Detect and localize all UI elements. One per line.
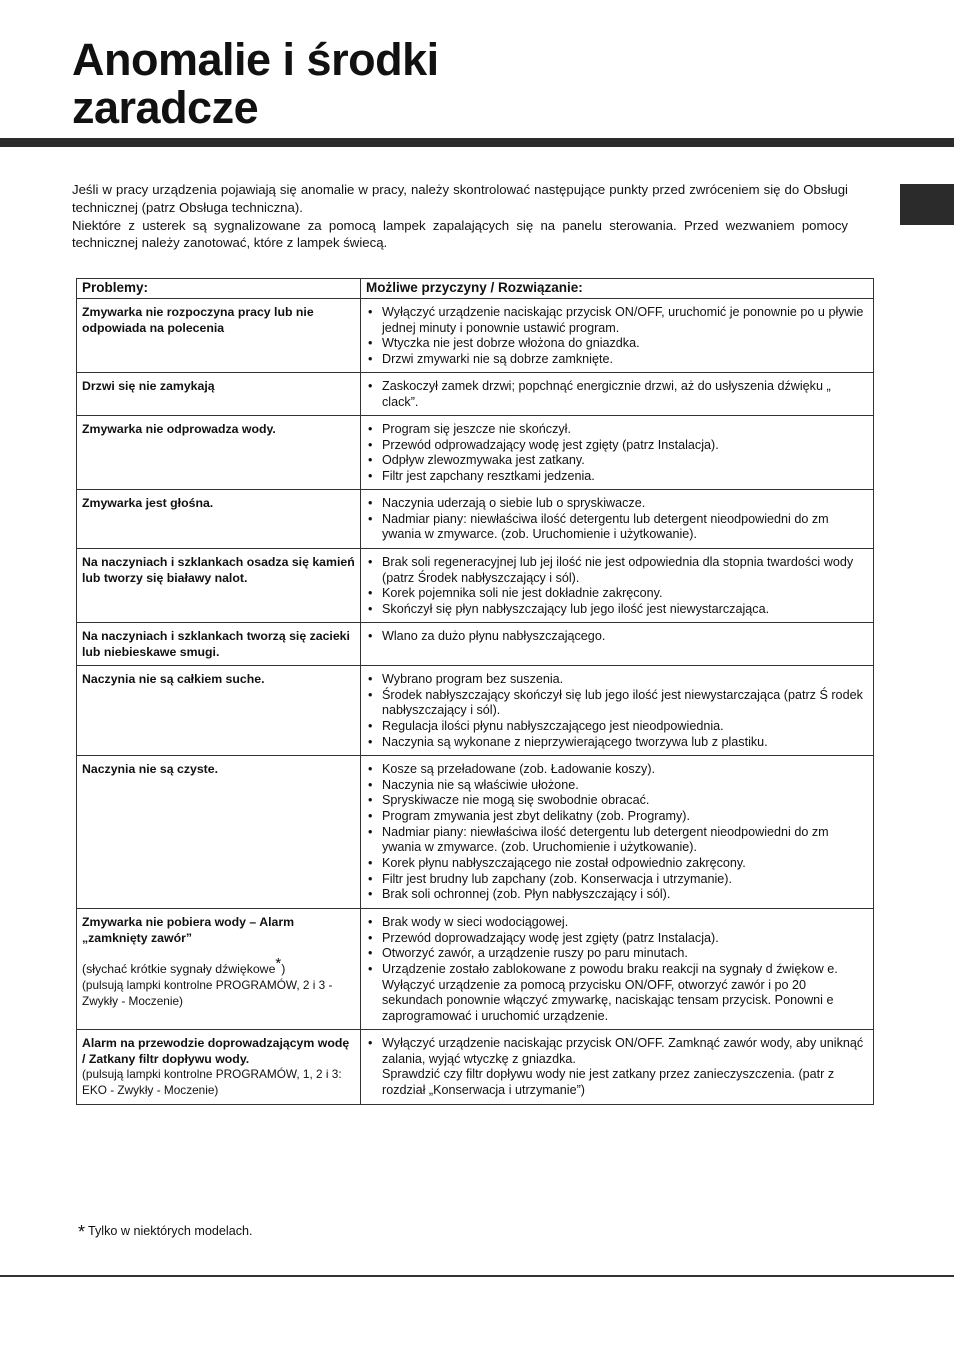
solution-continuation: Sprawdzić czy filtr dopływu wody nie jest zatkany przez zanieczyszczenia. (patr z rozdział „Konserwacja i utrzymanie”) xyxy=(382,1067,835,1097)
solution-item: • Korek pojemnika soli nie jest dokładnie zakręcony. xyxy=(366,586,868,602)
solution-list xyxy=(366,379,868,410)
solution-item: • Spryskiwacze nie mogą się swobodnie obracać. xyxy=(366,793,868,809)
solution-item: • Drzwi zmywarki nie są dobrze zamknięte. xyxy=(366,352,868,368)
problem-cell: Naczynia nie są czyste. xyxy=(77,755,361,908)
solution-item: • Wyłączyć urządzenie naciskając przycisk ON/OFF. Zamknąć zawór wody, aby uniknąć zalania, wyjąć wtyczkę z gniazdka. xyxy=(366,1036,868,1067)
solution-cell xyxy=(361,665,874,755)
solution-item: • Urządzenie zostało zablokowane z powodu braku reakcji na sygnały d źwiękow e. Wyłączyć urządzenie za pomocą przycisku ON/OFF, otworzyć zawór i po 20 sekundach ponownie włączyć zmywarkę, naciskając tensam przycisk. Ponowni e zaprogramować i uruchomić urządzenie. xyxy=(366,962,868,1025)
solution-cell xyxy=(361,1029,874,1104)
solution-list xyxy=(366,555,868,618)
problem-cell: Zmywarka nie odprowadza wody. xyxy=(77,415,361,489)
intro-paragraph-2: Niektóre z usterek są sygnalizowane za pomocą lampek zapalających się na panelu sterowania. Przed wezwaniem pomocy technicznej należy zanotować, które z lampek świecą. xyxy=(72,217,848,251)
solution-item: • Wtyczka nie jest dobrze włożona do gniazdka. xyxy=(366,336,868,352)
footnote-text: Tylko w niektórych modelach. xyxy=(88,1224,253,1238)
solution-cell xyxy=(361,372,874,415)
solution-item: • Naczynia uderzają o siebie lub o spryskiwacze. xyxy=(366,496,868,512)
problem-cell: Drzwi się nie zamykają xyxy=(77,372,361,415)
solution-item: • Odpływ zlewozmywaka jest zatkany. xyxy=(366,453,868,469)
solution-item: • Otworzyć zawór, a urządzenie ruszy po paru minutach. xyxy=(366,946,868,962)
solution-item: • Skończył się płyn nabłyszczający lub jego ilość jest niewystarczająca. xyxy=(366,602,868,618)
solution-cell xyxy=(361,755,874,908)
solution-cell xyxy=(361,299,874,373)
solution-item: • Brak wody w sieci wodociągowej. xyxy=(366,915,868,931)
header-solutions: Możliwe przyczyny / Rozwiązanie: xyxy=(361,279,874,299)
footnote-star: * xyxy=(78,1222,86,1242)
table-header-row xyxy=(77,279,874,299)
table-row xyxy=(77,908,874,1029)
table-row xyxy=(77,299,874,373)
footnote xyxy=(78,1222,253,1243)
bottom-rule xyxy=(0,1275,954,1277)
intro-paragraph-1: Jeśli w pracy urządzenia pojawiają się anomalie w pracy, należy skontrolować następujące punkty przed zwróceniem się do Obsługi technicznej (patrz Obsługa techniczna). xyxy=(72,182,848,215)
solution-item: • Filtr jest brudny lub zapchany (zob. Konserwacja i utrzymanie). xyxy=(366,872,868,888)
problem-cell: Zmywarka nie rozpoczyna pracy lub nie odpowiada na polecenia xyxy=(77,299,361,373)
solution-list xyxy=(366,1036,868,1067)
solution-list xyxy=(366,672,868,751)
side-tab-marker xyxy=(900,184,954,225)
problem-detail: (pulsują lampki kontrolne PROGRAMÓW, 1, 2 i 3: EKO - Zwykły - Moczenie) xyxy=(82,1067,342,1097)
problem-note-text: (słychać krótkie sygnały dźwiękowe xyxy=(82,962,276,977)
solution-cell xyxy=(361,548,874,622)
table-row xyxy=(77,548,874,622)
solution-item: • Środek nabłyszczający skończył się lub jego ilość jest niewystarczająca (patrz Ś rodek nabłyszczający i sól). xyxy=(366,688,868,719)
solution-cell xyxy=(361,489,874,548)
problem-cell xyxy=(77,1029,361,1104)
problem-cell: Na naczyniach i szklankach tworzą się zacieki lub niebieskawe smugi. xyxy=(77,622,361,665)
table-row xyxy=(77,622,874,665)
problem-cell: Naczynia nie są całkiem suche. xyxy=(77,665,361,755)
solution-list xyxy=(366,422,868,485)
solution-item: • Naczynia nie są właściwie ułożone. xyxy=(366,778,868,794)
solution-cell xyxy=(361,908,874,1029)
table-row xyxy=(77,755,874,908)
problem-detail: (pulsują lampki kontrolne PROGRAMÓW, 2 i 3 - Zwykły - Moczenie) xyxy=(82,978,333,1008)
solution-item: • Wlano za dużo płynu nabłyszczającego. xyxy=(366,629,868,645)
page-title-line-1: Anomalie i środki xyxy=(72,34,439,85)
troubleshooting-table xyxy=(76,278,874,1105)
table-row xyxy=(77,372,874,415)
table-row xyxy=(77,665,874,755)
problem-note-close: ) xyxy=(281,962,286,977)
solution-item: • Przewód doprowadzający wodę jest zgięty (patrz Instalacja). xyxy=(366,931,868,947)
solution-item: • Regulacja ilości płynu nabłyszczającego jest nieodpowiednia. xyxy=(366,719,868,735)
header-problems: Problemy: xyxy=(77,279,361,299)
solution-cell xyxy=(361,415,874,489)
solution-list xyxy=(366,496,868,543)
solution-item: • Program zmywania jest zbyt delikatny (zob. Programy). xyxy=(366,809,868,825)
solution-item: • Wybrano program bez suszenia. xyxy=(366,672,868,688)
solution-item: • Wyłączyć urządzenie naciskając przycisk ON/OFF, uruchomić je ponownie po u pływie jednej minuty i ponownie ustawić program. xyxy=(366,305,868,336)
problem-title: Zmywarka nie pobiera wody – Alarm „zamknięty zawór” xyxy=(82,914,295,945)
solution-item: • Brak soli ochronnej (zob. Płyn nabłyszczający i sól). xyxy=(366,887,868,903)
solution-list xyxy=(366,762,868,903)
solution-item: • Nadmiar piany: niewłaściwa ilość detergentu lub detergent nieodpowiedni do zm ywania w zmywarce. (zob. Uruchomienie i użytkowanie). xyxy=(366,512,868,543)
solution-item: • Brak soli regeneracyjnej lub jej ilość nie jest odpowiednia dla stopnia twardości wody (patrz Środek nabłyszczający i sól). xyxy=(366,555,868,586)
solution-item: • Korek płynu nabłyszczającego nie został odpowiednio zakręcony. xyxy=(366,856,868,872)
table-row xyxy=(77,489,874,548)
solution-item: • Kosze są przeładowane (zob. Ładowanie koszy). xyxy=(366,762,868,778)
problem-cell xyxy=(77,908,361,1029)
solution-item: • Naczynia są wykonane z nieprzywierającego tworzywa lub z plastiku. xyxy=(366,735,868,751)
page-title xyxy=(72,36,439,132)
solution-item: • Zaskoczył zamek drzwi; popchnąć energicznie drzwi, aż do usłyszenia dźwięku „ clack”. xyxy=(366,379,868,410)
page-title-line-2: zaradcze xyxy=(72,82,259,133)
solution-cell xyxy=(361,622,874,665)
table-row xyxy=(77,1029,874,1104)
title-rule xyxy=(0,138,954,147)
problem-cell: Na naczyniach i szklankach osadza się kamień lub tworzy się białawy nalot. xyxy=(77,548,361,622)
solution-list xyxy=(366,915,868,1025)
solution-item: • Nadmiar piany: niewłaściwa ilość detergentu lub detergent nieodpowiedni do zm ywania w zmywarce. (zob. Uruchomienie i użytkowanie). xyxy=(366,825,868,856)
table-row xyxy=(77,415,874,489)
solution-item: • Filtr jest zapchany resztkami jedzenia. xyxy=(366,469,868,485)
solution-list xyxy=(366,305,868,368)
problem-title: Alarm na przewodzie doprowadzającym wodę / Zatkany filtr dopływu wody. xyxy=(82,1035,350,1066)
solution-item: • Program się jeszcze nie skończył. xyxy=(366,422,868,438)
intro-text xyxy=(72,181,848,252)
footnote-marker: * xyxy=(275,955,282,973)
solution-list xyxy=(366,629,868,645)
solution-item: • Przewód odprowadzający wodę jest zgięty (patrz Instalacja). xyxy=(366,438,868,454)
problem-note xyxy=(82,956,355,978)
problem-cell: Zmywarka jest głośna. xyxy=(77,489,361,548)
